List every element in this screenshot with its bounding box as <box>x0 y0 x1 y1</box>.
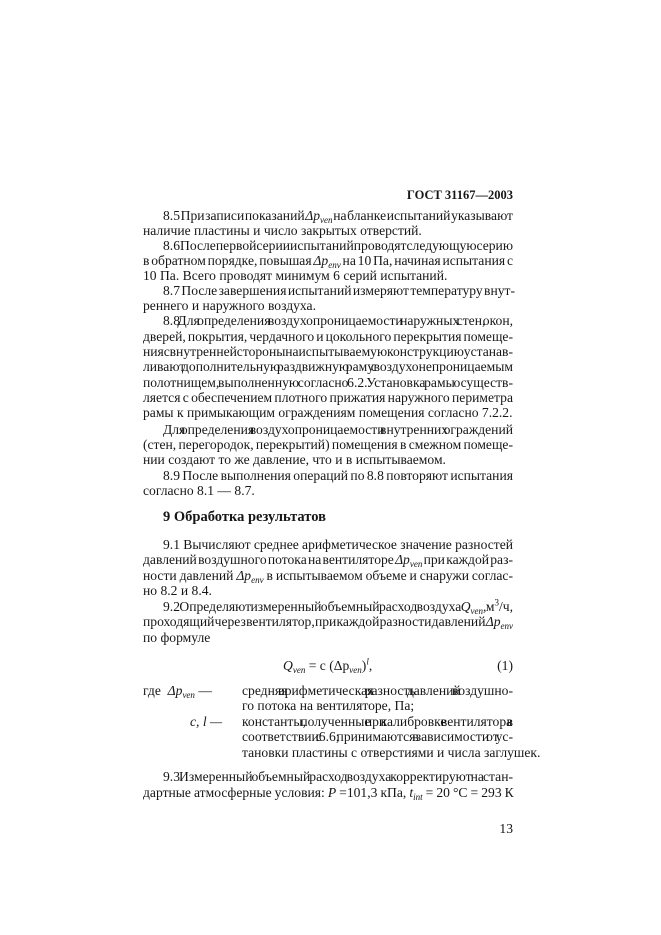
paragraph-8-8-line: ния с внутренней стороны на испытываемую конструкцию устанав- <box>143 344 513 359</box>
paragraph-8-7-line: 8.7 После завершения испытаний измеряют температуру внут- <box>163 283 516 298</box>
paragraph-8-6-line: 10 Па. Всего проводят минимум 6 серий испытаний. <box>143 268 448 283</box>
paragraph-8-8-line: ляется с обеспечением плотного прижатия наружного периметра <box>143 390 513 405</box>
paragraph-8-6-line: в обратном порядке, повышая $\Delta p_{env}$ на 10 Па, начиная испытания с <box>143 253 513 270</box>
paragraph-9-3-line: дартные атмосферные условия: P =101,3 кПа, $t_{int} = 20$ °С = 293 К <box>143 785 514 802</box>
where-definition: соответствии с 6.6; принимаются в зависимости от ус- <box>242 729 513 744</box>
paragraph-9-2-line: проходящий через вентилятор, при каждой разности давлений $\Delta p_{env}$ <box>143 614 513 631</box>
where-term: c, l — <box>190 714 223 729</box>
page-number: 13 <box>499 821 513 836</box>
paragraph-8-8-line: ливают дополнительную раздвижную раму с воздухонепроницаемым <box>143 359 513 374</box>
formula-number: (1) <box>497 658 513 673</box>
paragraph-8-5-line: наличие пластины и число закрытых отверстий. <box>143 223 422 238</box>
paragraph-8-6-line: 8.6 После первой серии испытаний проводят следующую серию <box>163 238 513 253</box>
paragraph-8-8-line: полотнищем, выполненную согласно 6.2. Установка рамы осуществ- <box>143 375 513 390</box>
paragraph-8-8-line: рамы к примыкающим ограждениям помещения согласно 7.2.2. <box>143 405 513 420</box>
paragraph-9-1-line: давлений воздушного потока на вентиляторе $\Delta p_{ven}$ при каждой раз- <box>143 552 513 569</box>
paragraph-8-9-line: 8.9 После выполнения операций по 8.8 повторяют испытания <box>163 468 513 483</box>
where-definition: константы, полученные при калибровке вентилятора в <box>242 714 513 729</box>
where-definition: го потока на вентиляторе, Па; <box>242 698 415 713</box>
paragraph-8-8b-line: Для определения воздухопроницаемости внутренних ограждений <box>163 422 513 437</box>
paragraph-9-2-line: по формуле <box>143 630 211 645</box>
where-definition: тановки пластины с отверстиями и числа заглушек. <box>242 745 541 760</box>
document-header: ГОСТ 31167—2003 <box>406 188 513 202</box>
formula-1: $Q_{ven} = c$ $(\Delta p_{ven})^l$, <box>283 656 373 675</box>
paragraph-9-1-line: 9.1 Вычисляют среднее арифметическое значение разностей <box>163 537 513 552</box>
paragraph-8-8b-line: нии создают то же давление, что и в испытываемом. <box>143 452 446 467</box>
paragraph-9-3-line: 9.3 Измеренный объемный расход воздуха корректируют на стан- <box>163 769 513 784</box>
where-term: где $\Delta p_{ven}$ — <box>143 683 212 700</box>
where-definition: средняя арифметическая разность давлений воздушно- <box>242 683 513 698</box>
paragraph-8-8-line: дверей, покрытия, чердачного и цокольного перекрытия помеще- <box>143 329 513 344</box>
paragraph-9-1-line: но 8.2 и 8.4. <box>143 583 212 598</box>
paragraph-8-8-line: 8.8 Для определения воздухопроницаемости наружных стен, окон, <box>163 313 513 328</box>
paragraph-9-1-line: ности давлений $\Delta p_{env}$ в испытываемом объеме и снаружи соглас- <box>143 568 513 585</box>
paragraph-8-7-line: реннего и наружного воздуха. <box>143 298 316 313</box>
paragraph-8-5-line: 8.5 При записи показаний $\Delta p_{ven}$ на бланке испытаний указывают <box>163 208 513 225</box>
paragraph-9-2-line: 9.2 Определяют измеренный объемный расход воздуха $Q_{ven}$, $м^3/ч$, <box>163 597 513 616</box>
section-heading: 9 Обработка результатов <box>163 509 326 525</box>
paragraph-8-8b-line: (стен, перегородок, перекрытий) помещения в смежном помеще- <box>143 437 513 452</box>
paragraph-8-9-line: согласно 8.1 — 8.7. <box>143 483 255 498</box>
